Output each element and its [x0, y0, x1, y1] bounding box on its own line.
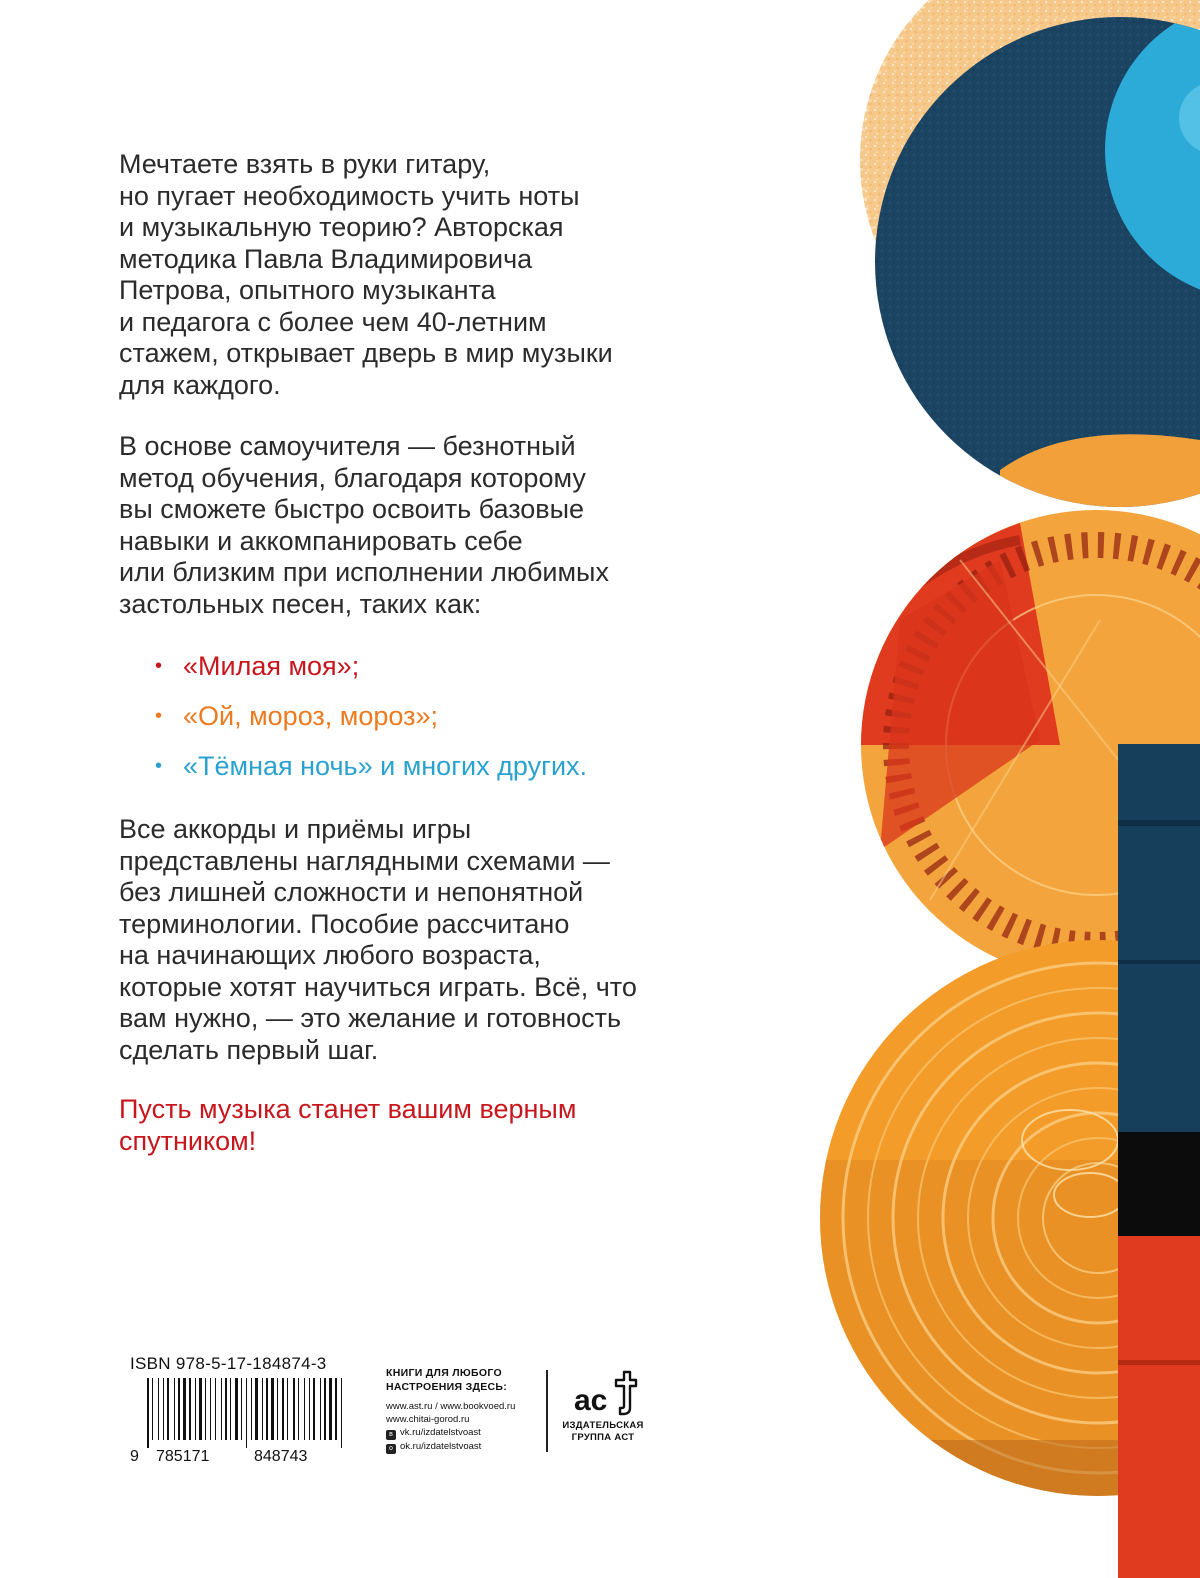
method-line: вы сможете быстро освоить базовые — [119, 494, 585, 524]
barcode-bar — [255, 1378, 258, 1440]
features-line: вам нужно, — это желание и готовность — [119, 1003, 622, 1033]
intro-line: Мечтаете взять в руки гитару, — [119, 149, 491, 179]
publisher-heading — [386, 1366, 546, 1394]
song-list — [155, 650, 587, 800]
barcode-bar — [178, 1378, 180, 1440]
isbn-label: ISBN 978-5-17-184874-3 — [130, 1354, 327, 1373]
song-item — [155, 650, 587, 700]
barcode-bar — [163, 1378, 164, 1440]
ok-icon: о — [386, 1444, 396, 1454]
barcode-bar — [335, 1378, 337, 1440]
features-line: без лишней сложности и непонятной — [119, 877, 584, 907]
features-paragraph — [119, 814, 699, 1066]
publisher-heading-line: НАСТРОЕНИЯ ЗДЕСЬ: — [386, 1381, 508, 1393]
barcode-bar — [235, 1378, 238, 1440]
barcode-bar — [152, 1378, 153, 1440]
barcode-bar — [225, 1378, 227, 1440]
barcode-bar — [262, 1378, 263, 1440]
features-line: представлены наглядными схемами — — [119, 845, 610, 876]
barcode-digit-group: 785171 — [156, 1448, 210, 1465]
barcode-bar — [174, 1378, 175, 1440]
intro-line: Петрова, опытного музыканта — [119, 275, 496, 305]
features-line: на начинающих любого возраста, — [119, 940, 541, 970]
barcode-bar — [266, 1378, 268, 1440]
barcode-bar — [324, 1378, 326, 1440]
features-line: сделать первый шаг. — [119, 1034, 379, 1065]
intro-line: стажем, открывает дверь в мир музыки — [119, 338, 613, 368]
barcode-digit-group: 848743 — [254, 1448, 308, 1465]
method-line: или близким при исполнении любимых — [119, 557, 609, 587]
method-line: застольных песен, таких как: — [119, 588, 482, 619]
publisher-link-text: www.chitai-gorod.ru — [386, 1414, 470, 1425]
barcode-bar — [221, 1378, 222, 1440]
features-line: Все аккорды и приёмы игры — [119, 814, 472, 844]
publisher-link[interactable] — [386, 1413, 546, 1426]
barcode-bar — [189, 1378, 191, 1440]
barcode-bar — [320, 1378, 321, 1440]
intro-line: для каждого. — [119, 369, 281, 400]
ast-logo-text: ac — [574, 1384, 608, 1417]
publisher-heading-line: КНИГИ ДЛЯ ЛЮБОГО — [386, 1367, 502, 1379]
barcode-bar — [304, 1378, 305, 1440]
barcode-bar — [199, 1378, 202, 1440]
publisher-link-text: vk.ru/izdatelstvoast — [400, 1427, 481, 1438]
isbn-block — [130, 1354, 350, 1465]
vk-icon: в — [386, 1430, 396, 1440]
barcode-bar — [298, 1378, 299, 1440]
closing-slogan — [119, 1094, 576, 1157]
intro-line: но пугает необходимость учить ноты — [119, 180, 580, 211]
barcode-bar — [205, 1378, 206, 1440]
barcode-bar — [309, 1378, 310, 1440]
barcode-bar — [215, 1378, 216, 1440]
barcode-bar — [195, 1378, 196, 1440]
barcode-bar — [241, 1378, 242, 1440]
barcode-bar — [313, 1378, 315, 1440]
song-title: «Ой, мороз, мороз»; — [183, 701, 438, 731]
barcode-bar — [158, 1378, 159, 1440]
barcode-bar — [341, 1378, 342, 1448]
barcode-bar — [147, 1378, 149, 1448]
publisher-link[interactable] — [386, 1400, 546, 1413]
publisher-link-text: www.ast.ru / www.bookvoed.ru — [386, 1401, 516, 1412]
publisher-link-text: ok.ru/izdatelstvoast — [400, 1441, 482, 1452]
features-line: которые хотят научиться играть. Всё, что — [119, 971, 637, 1002]
ast-logo-icon — [568, 1368, 638, 1418]
method-line: В основе самоучителя — безнотный — [119, 431, 576, 461]
publisher-info — [386, 1366, 546, 1454]
barcode-bar — [210, 1378, 211, 1440]
method-paragraph — [119, 431, 699, 620]
intro-line: и музыкальную теорию? Авторская — [119, 212, 564, 242]
ast-logo-caption-line: ГРУППА АСТ — [571, 1432, 635, 1443]
song-title: «Тёмная ночь» и многих других. — [183, 751, 588, 781]
song-title: «Милая моя»; — [183, 651, 360, 681]
song-item — [155, 750, 587, 800]
intro-line: методика Павла Владимировича — [119, 243, 533, 274]
barcode-bar — [230, 1378, 231, 1440]
barcode — [147, 1378, 343, 1448]
ast-logo — [558, 1368, 648, 1444]
intro-paragraph — [119, 149, 699, 401]
bullet-icon: • — [155, 655, 163, 677]
closing-line: спутником! — [119, 1125, 257, 1156]
bullet-icon: • — [155, 755, 163, 777]
barcode-bar — [277, 1378, 278, 1440]
barcode-bar — [282, 1378, 284, 1440]
barcode-digit-group: 9 — [130, 1448, 139, 1465]
bullet-icon: • — [155, 705, 163, 727]
barcode-bar — [251, 1378, 252, 1440]
divider — [546, 1370, 548, 1452]
barcode-bar — [246, 1378, 247, 1448]
ast-logo-caption — [558, 1420, 648, 1444]
method-line: метод обучения, благодаря которому — [119, 462, 586, 493]
publisher-link[interactable] — [386, 1426, 546, 1440]
intro-line: и педагога с более чем 40-летним — [119, 306, 547, 337]
ast-logo-caption-line: ИЗДАТЕЛЬСКАЯ — [562, 1420, 644, 1431]
song-item — [155, 700, 587, 750]
barcode-bar — [293, 1378, 295, 1440]
barcode-bar — [167, 1378, 169, 1440]
barcode-bar — [287, 1378, 288, 1440]
closing-line: Пусть музыка станет вашим верным — [119, 1094, 577, 1124]
barcode-bar — [271, 1378, 274, 1440]
barcode-bar — [183, 1378, 186, 1440]
publisher-link[interactable] — [386, 1440, 546, 1454]
features-line: терминологии. Пособие рассчитано — [119, 908, 570, 939]
method-line: навыки и аккомпанировать себе — [119, 525, 523, 556]
barcode-bar — [329, 1378, 332, 1440]
